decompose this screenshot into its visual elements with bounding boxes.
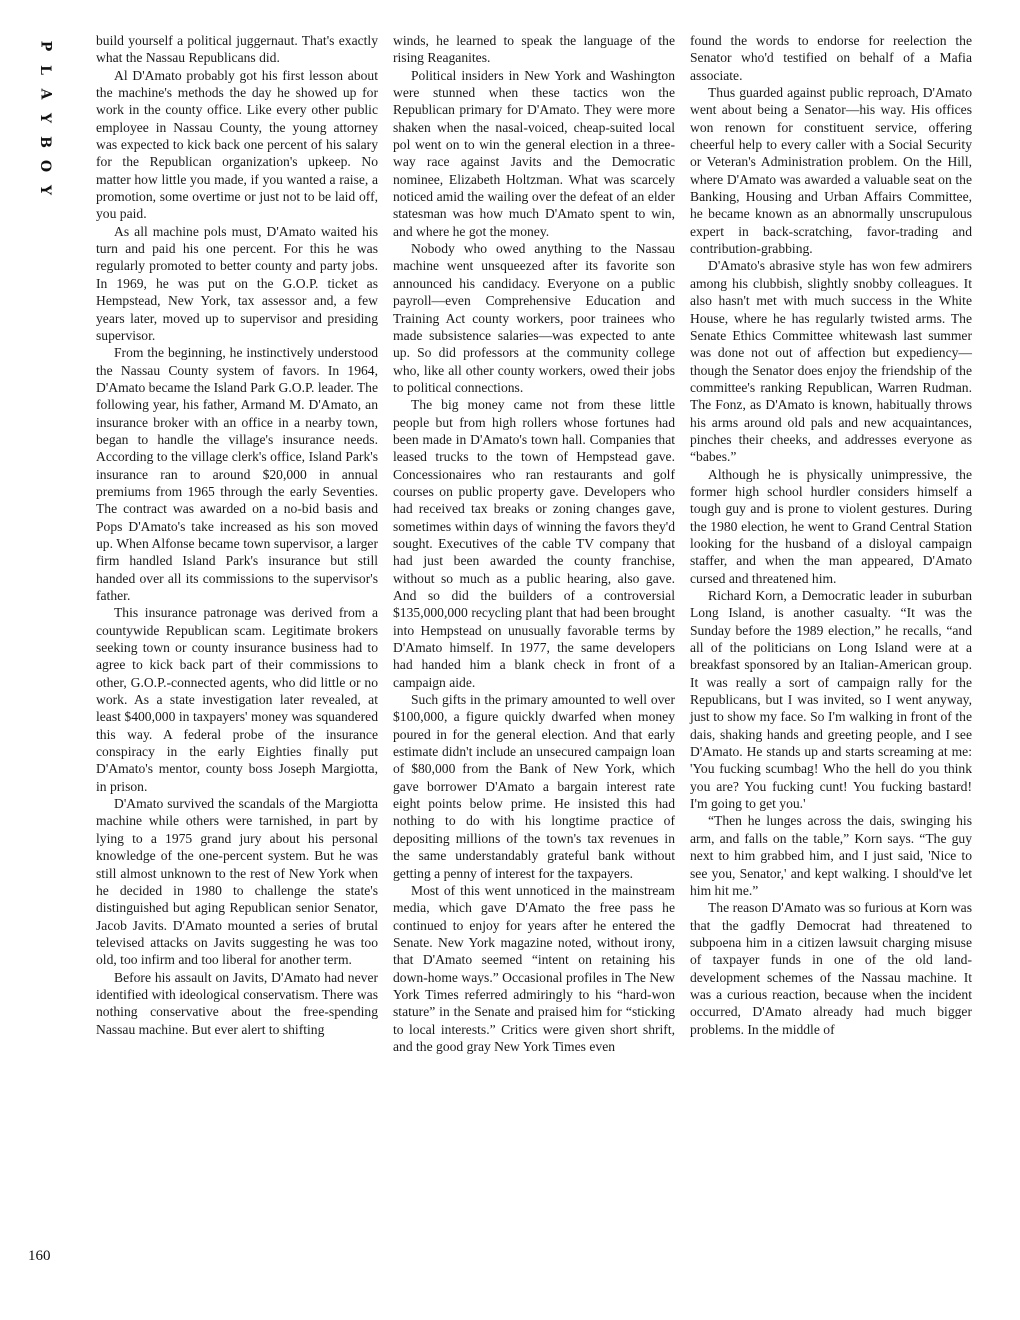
magazine-letter: B: [37, 136, 53, 148]
paragraph: As all machine pols must, D'Amato waited his turn and paid his one percent. For this he was regularly promoted to better county and party jobs. In 1969, he was put on the G.O.P. ticket as Hempstead, New York, tax assessor and, a few years later, moved up to supervisor and presiding supervisor.: [96, 223, 378, 343]
paragraph: Most of this went unnoticed in the mainstream media, which gave D'Amato the free pass he continued to enjoy for years after he entered the Senate. New York magazine noted, without irony, that D'Amato seemed “intent on retaining his down-home ways.” Occasional profiles in The New York Times referred admiringly to his “hard-won stature” in the Senate and praised him for “sticking to local interests.” Critics were given short shrift, and the good gray New York Times even: [393, 882, 675, 1054]
magazine-name-vertical: [30, 34, 60, 202]
paragraph: The reason D'Amato was so furious at Korn was that the gadfly Democrat had threatened to subpoena him in a citizen lawsuit charging misuse of taxpayer funds in one of the old land-development schemes of the Nassau machine. It was a curious reaction, because when the incident occurred, D'Amato already had much bigger problems. In the middle of: [690, 900, 972, 1037]
magazine-letter: Y: [37, 113, 53, 123]
magazine-letter: L: [37, 65, 53, 75]
paragraph: Al D'Amato probably got his first lesson about the machine's methods the day he showed up for work in the county office. Like every other public employee in Nassau County, the young attorney was expected to kick back one percent of his salary for the Republican organization's upkeep. No matter how little you made, if you wanted a raise, a promotion, some overtime or just not to be laid off, you paid.: [96, 67, 378, 222]
paragraph: Richard Korn, a Democratic leader in suburban Long Island, is another casualty. “It was the Sunday before the 1989 election,” he recalls, “and all of the politicians on Long Island were at a breakfast sponsored by an Italian-American group. It was really a sort of campaign rally for the Republicans, but I was invited, so I went anyway, just to show my face. So I'm walking in front of the dais, shaking hands and greeting people, and I see D'Amato. He stands up and starts screaming at me: 'You fucking scumbag! Who the hell do you think you are? You fucking cunt! You fucking bastard! I'm going to get you.': [690, 588, 972, 812]
text-column-3: [690, 32, 972, 1038]
paragraph: Before his assault on Javits, D'Amato had never identified with ideological conservatism. There was nothing conservative about the free-spending Nassau machine. But ever alert to shifting: [96, 969, 378, 1037]
paragraph: Political insiders in New York and Washington were stunned when these tactics won the Republican primary for D'Amato. They were more shaken when the nasal-voiced, cheap-suited local pol went on to win the general election in a three-way race against Javits and the Democratic nominee, Elizabeth Holtzman. What was scarcely noticed amid the wailing over the defeat of an elder statesman was how much D'Amato spent to win, and where he got the money.: [393, 67, 675, 239]
magazine-letter: O: [36, 159, 53, 173]
text-column-1: [96, 32, 378, 1038]
paragraph: D'Amato survived the scandals of the Margiotta machine while others were tarnished, in part by lying to a 1975 grand jury about his personal knowledge of the one-percent system. But he was still almost unknown to the rest of New York when he decided in 1980 to challenge the state's distinguished but aging Republican senior Senator, Jacob Javits. D'Amato mounted a series of brutal televised attacks on Javits suggesting he was too old, too infirm and too liberal for another term.: [96, 796, 378, 968]
magazine-letter: A: [37, 88, 53, 100]
magazine-letter: Y: [37, 185, 53, 195]
paragraph: build yourself a political juggernaut. That's exactly what the Nassau Republicans did.: [96, 33, 378, 66]
paragraph: winds, he learned to speak the language of the rising Reaganites.: [393, 33, 675, 66]
text-column-2: [393, 32, 675, 1055]
paragraph: This insurance patronage was derived from a countywide Republican scam. Legitimate brokers seeking town or county insurance business had to agree to kick back part of their commissions to other, G.O.P.-connected agents, who did little or no work. As a state investigation later revealed, at least $400,000 in taxpayers' money was squandered this way. A federal probe of the insurance conspiracy in the early Eighties finally put D'Amato's mentor, county boss Joseph Margiotta, in prison.: [96, 605, 378, 794]
page-number: 160: [28, 1248, 51, 1264]
paragraph: Although he is physically unimpressive, the former high school hurdler considers himself a tough guy and is prone to violent gestures. During the 1980 election, he went to Grand Central Station looking for the husband of a disloyal campaign staffer, and when the man appeared, D'Amato cursed and threatened him.: [690, 466, 972, 586]
magazine-letter: P: [37, 40, 53, 52]
paragraph: Thus guarded against public reproach, D'Amato went about being a Senator—his way. His offices won renown for constituent service, offering cheerful help to every caller with a Social Security or Veteran's Administration problem. On the Hill, where D'Amato was awarded a valuable seat on the Banking, Housing and Urban Affairs Committee, he became known as an abnormally unscrupulous expert in back-scratching, favor-trading and contribution-grabbing.: [690, 85, 972, 257]
paragraph: found the words to endorse for reelection the Senator who'd testified on behalf of a Mafia associate.: [690, 33, 972, 83]
paragraph: “Then he lunges across the dais, swinging his arm, and falls on the table,” Korn says. “The guy next to him grabbed him, and I just said, 'Nice to see you, Senator,' and kept walking. I should've let him hit me.”: [690, 813, 972, 898]
paragraph: Nobody who owed anything to the Nassau machine went unsqueezed after its favorite son announced his candidacy. Everyone on a public payroll—even Comprehensive Education and Training Act county workers, poor trainees who made subsistence salaries—was expected to ante up. So did professors at the community college who, like all other county workers, owed their jobs to political connections.: [393, 241, 675, 395]
paragraph: D'Amato's abrasive style has won few admirers among his clubbish, slightly snobby colleagues. It also hasn't met with much success in the White House, where he has regularly twisted arms. The Senate Ethics Committee whitewash last summer was done not out of affection but expediency—though the Senator does enjoy the friendship of the committee's ranking Republican, Warren Rudman. The Fonz, as D'Amato is known, habitually throws his arms around old pals and new acquaintances, pinches their cheeks, and addresses everyone as “babes.”: [690, 258, 972, 465]
paragraph: The big money came not from these little people but from high rollers whose fortunes had been made in D'Amato's town hall. Companies that leased trucks to the town of Hempstead gave. Concessionaires who ran restaurants and golf courses on public property gave. Developers who had received tax breaks or zoning changes gave, sometimes within days of winning the favors they'd sought. Executives of the cable TV company that had just been awarded the county franchise, without so much as a public hearing, also gave. And so did the builders of a controversial $135,000,000 recycling plant that had been brought into Hempstead on unusually favorable terms by D'Amato himself. In 1977, the same developers had handed him a blank check in front of a campaign aide.: [393, 397, 675, 690]
paragraph: Such gifts in the primary amounted to well over $100,000, a figure quickly dwarfed when money poured in for the general election. And that early estimate didn't include an unsecured campaign loan of $80,000 from the Bank of New York, which gave borrower D'Amato a bargain interest rate eight points below prime. He insisted this had nothing to do with his longtime practice of depositing millions of the town's tax revenues in the same understandably grateful bank without getting a penny of interest for the taxpayers.: [393, 692, 675, 881]
paragraph: From the beginning, he instinctively understood the Nassau County system of favors. In 1964, D'Amato became the Island Park G.O.P. leader. The following year, his father, Armand M. D'Amato, an insurance broker with an office in a nearby town, began to handle the village's insurance needs. According to the village clerk's office, Island Park's insurance ran to around $20,000 in annual premiums from 1965 through the early Seventies. The contract was awarded on a no-bid basis and Pops D'Amato's take increased as his son moved up. When Alfonse became town supervisor, a larger firm handled Island Park's insurance but still handed over all its commissions to the supervisor's father.: [96, 345, 378, 603]
